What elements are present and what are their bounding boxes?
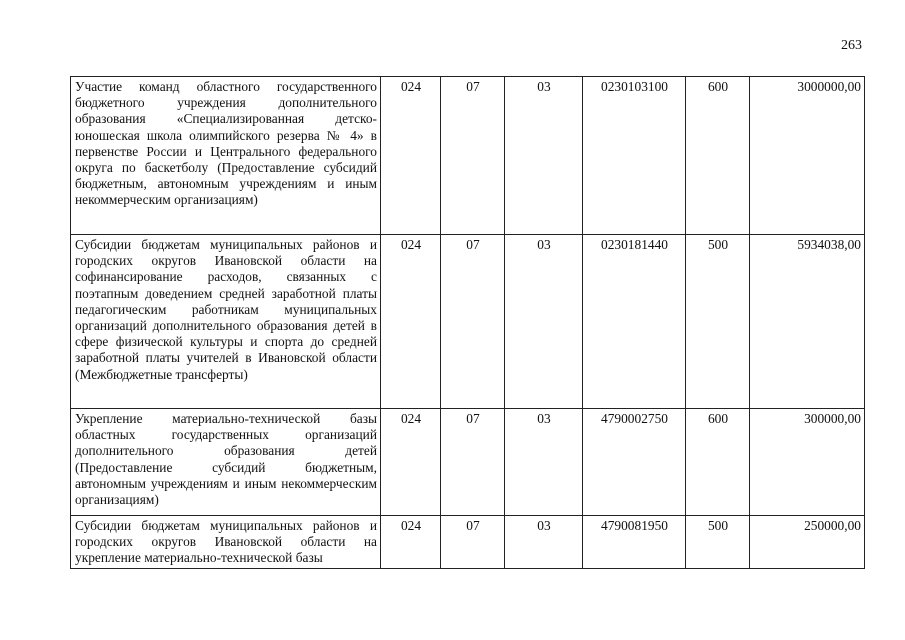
amount-value: 3000000,00 — [750, 77, 865, 235]
ministry-code: 024 — [381, 235, 441, 409]
section-code: 07 — [441, 77, 505, 235]
table-row — [71, 77, 865, 235]
expense-type-code: 600 — [686, 409, 750, 516]
section-code: 07 — [441, 516, 505, 569]
subsection-code: 03 — [505, 409, 583, 516]
page-number: 263 — [841, 38, 862, 53]
ministry-code: 024 — [381, 516, 441, 569]
target-article-code: 4790081950 — [583, 516, 686, 569]
row-description: Субсидии бюджетам муниципальных районов и городских округов Ивановской области на укрепление материально-технической базы — [71, 516, 381, 569]
subsection-code: 03 — [505, 235, 583, 409]
ministry-code: 024 — [381, 77, 441, 235]
table-row — [71, 409, 865, 516]
target-article-code: 0230181440 — [583, 235, 686, 409]
row-description: Участие команд областного государственного бюджетного учреждения дополнительного образования «Специализированная детско-юношеская школа олимпийского резерва № 4» в первенстве России и Центрального федерального округа по баскетболу (Предоставление субсидий бюджетным, автономным учреждениям и иным некоммерческим организациям) — [71, 77, 381, 235]
row-description: Укрепление материально-технической базы областных государственных организаций дополнительного образования детей (Предоставление субсидий бюджетным, автономным учреждениям и иным некоммерческим организациям) — [71, 409, 381, 516]
expense-type-code: 600 — [686, 77, 750, 235]
amount-value: 300000,00 — [750, 409, 865, 516]
row-description: Субсидии бюджетам муниципальных районов и городских округов Ивановской области на софинансирование расходов, связанных с поэтапным доведением средней заработной платы педагогическим работникам муниципальных организаций дополнительного образования детей в сфере физической культуры и спорта до средней заработной платы учителей в Ивановской области (Межбюджетные трансферты) — [71, 235, 381, 409]
amount-value: 5934038,00 — [750, 235, 865, 409]
expense-type-code: 500 — [686, 235, 750, 409]
target-article-code: 4790002750 — [583, 409, 686, 516]
expense-type-code: 500 — [686, 516, 750, 569]
table-row — [71, 516, 865, 569]
table-row — [71, 235, 865, 409]
budget-table — [70, 76, 865, 569]
ministry-code: 024 — [381, 409, 441, 516]
section-code: 07 — [441, 409, 505, 516]
target-article-code: 0230103100 — [583, 77, 686, 235]
section-code: 07 — [441, 235, 505, 409]
subsection-code: 03 — [505, 516, 583, 569]
subsection-code: 03 — [505, 77, 583, 235]
amount-value: 250000,00 — [750, 516, 865, 569]
